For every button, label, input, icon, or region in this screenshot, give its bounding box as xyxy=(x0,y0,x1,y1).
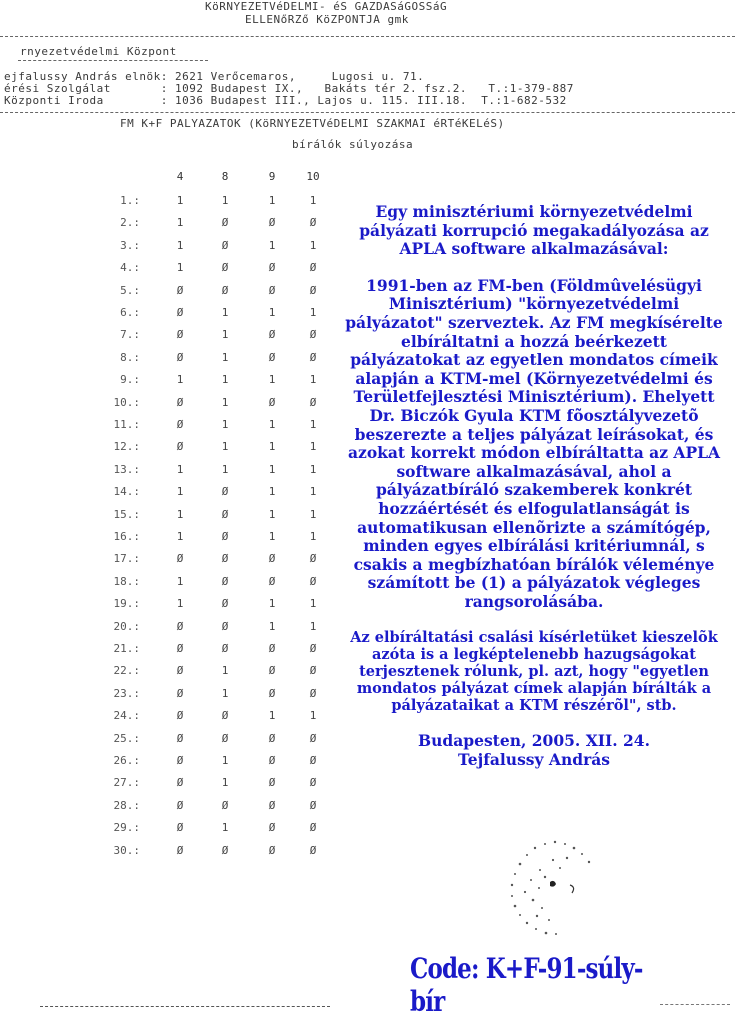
row-label: 27.: xyxy=(113,776,140,790)
table-row xyxy=(100,194,340,216)
company-name-line1: KöRNYEZETVéDELMI- éS GAZDASáGOSSáG xyxy=(205,0,448,13)
table-cell: 1 xyxy=(309,485,317,499)
table-cell: Ø xyxy=(221,731,229,745)
table-row xyxy=(100,396,340,418)
document-subtitle: bírálók súlyozása xyxy=(292,138,414,151)
table-cell: 1 xyxy=(221,194,229,207)
table-cell: 1 xyxy=(309,418,317,431)
table-cell: Ø xyxy=(221,642,229,655)
table-cell: 1 xyxy=(268,462,276,476)
table-cell: Ø xyxy=(268,686,276,700)
table-cell: Ø xyxy=(309,642,317,655)
table-cell: Ø xyxy=(309,328,317,342)
table-cell: Ø xyxy=(221,283,229,297)
table-cell: 1 xyxy=(176,216,184,230)
table-cell: Ø xyxy=(309,731,317,745)
table-cell: 1 xyxy=(221,686,229,700)
table-row xyxy=(100,418,340,440)
table-cell: 1 xyxy=(309,306,317,319)
table-cell: 1 xyxy=(176,194,184,207)
table-cell: 1 xyxy=(268,709,276,723)
row-label: 25.: xyxy=(113,731,140,745)
table-cell: Ø xyxy=(221,530,229,543)
table-cell: 1 xyxy=(268,507,276,521)
seal-stamp-icon xyxy=(495,830,615,950)
table-row xyxy=(100,642,340,664)
table-cell: 1 xyxy=(221,664,229,678)
table-row xyxy=(100,664,340,686)
table-cell: Ø xyxy=(309,216,317,230)
table-row xyxy=(100,306,340,328)
row-label: 4.: xyxy=(120,261,140,275)
table-cell: Ø xyxy=(309,574,317,588)
header-divider xyxy=(0,36,735,37)
row-label: 13.: xyxy=(113,462,140,476)
table-cell: Ø xyxy=(176,306,184,319)
table-cell: 1 xyxy=(309,238,317,252)
bottom-divider xyxy=(40,1006,330,1007)
table-cell: Ø xyxy=(268,350,276,364)
table-header xyxy=(100,170,340,186)
row-label: 8.: xyxy=(120,350,140,364)
table-cell: Ø xyxy=(268,664,276,678)
row-label: 28.: xyxy=(113,798,140,812)
table-cell: Ø xyxy=(309,350,317,364)
table-cell: Ø xyxy=(221,798,229,812)
table-row xyxy=(100,620,340,642)
notice-signature: Tejfalussy András xyxy=(457,750,611,770)
table-cell: 1 xyxy=(309,619,317,633)
table-cell: 1 xyxy=(309,194,317,207)
table-cell: Ø xyxy=(268,283,276,297)
table-row xyxy=(100,732,340,754)
table-row xyxy=(100,485,340,507)
table-row xyxy=(100,776,340,798)
contact-2: érési Szolgálat : 1092 Budapest IX., Bakáts tér 2. fsz.2. T.:1-379-887 xyxy=(4,82,574,95)
table-cell: 1 xyxy=(268,619,276,633)
notice-body: 1991-ben az FM-ben (Földmûvelésügyi Minisztérium) "környezetvédelmi pályázatot" szerveztek. Az FM megkísérelte elbíráltatni a hozzá beérkezett pályázatokat az egyetlen mondatos címeik alapján a KTM-mel (Környezetvédelmi és Területfejlesztési Minisztérium). Ehelyett Dr. Biczók Gyula KTM fõosztályvezetõ beszerezte a teljes pályázat leírásokat, és azokat korrekt módon elbíráltatta az APLA software alkalmazásával, ahol a pályázatbíráló szakemberek konkrét hozzáértését és elfogulatlanságát is automatikusan ellenõrizte a számítógép, minden egyes elbírálási kritériumnál, s csakis a megbízhatóan bírálók véleménye számított be (1) a pályázatok végleges rangsorolásába. xyxy=(345,275,723,611)
table-cell: Ø xyxy=(176,843,184,857)
table-cell: Ø xyxy=(309,686,317,700)
table-cell: Ø xyxy=(221,709,229,723)
table-cell: Ø xyxy=(309,843,317,857)
table-row xyxy=(100,844,340,866)
row-label: 19.: xyxy=(113,597,140,611)
table-row xyxy=(100,440,340,462)
table-cell: Ø xyxy=(268,798,276,812)
table-cell: 1 xyxy=(176,261,184,275)
row-label: 30.: xyxy=(113,843,140,857)
table-row xyxy=(100,508,340,530)
contact-3: Központi Iroda : 1036 Budapest III., Lajos u. 115. III.18. T.:1-682-532 xyxy=(4,94,567,107)
table-cell: 1 xyxy=(221,328,229,342)
table-cell: Ø xyxy=(309,821,317,835)
table-row xyxy=(100,351,340,373)
table-cell: 1 xyxy=(309,373,317,387)
row-label: 16.: xyxy=(113,530,140,543)
code-label: Code: K+F-91-súly-bír xyxy=(410,952,643,1018)
table-cell: Ø xyxy=(221,507,229,521)
table-cell: 1 xyxy=(176,530,184,543)
table-cell: Ø xyxy=(268,821,276,835)
column-header: 9 xyxy=(268,170,276,183)
table-cell: Ø xyxy=(176,709,184,723)
table-cell: 1 xyxy=(309,530,317,543)
table-cell: Ø xyxy=(221,574,229,588)
table-cell: 1 xyxy=(176,485,184,499)
bottom-divider-right xyxy=(660,1004,730,1005)
row-label: 9.: xyxy=(120,373,140,387)
row-label: 5.: xyxy=(120,283,140,297)
row-label: 3.: xyxy=(120,238,140,252)
table-cell: 1 xyxy=(221,350,229,364)
column-header: 4 xyxy=(176,170,184,183)
table-cell: Ø xyxy=(176,619,184,633)
row-label: 23.: xyxy=(113,686,140,700)
table-row xyxy=(100,754,340,776)
table-cell: Ø xyxy=(176,642,184,655)
table-cell: 1 xyxy=(309,507,317,521)
row-label: 18.: xyxy=(113,574,140,588)
table-cell: Ø xyxy=(268,552,276,566)
row-label: 26.: xyxy=(113,754,140,767)
table-cell: Ø xyxy=(176,328,184,342)
row-label: 21.: xyxy=(113,642,140,655)
table-cell: 1 xyxy=(268,418,276,431)
row-label: 14.: xyxy=(113,485,140,499)
row-label: 17.: xyxy=(113,552,140,566)
table-cell: 1 xyxy=(176,597,184,611)
table-cell: 1 xyxy=(221,440,229,454)
table-row xyxy=(100,261,340,283)
table-row xyxy=(100,328,340,350)
column-header: 8 xyxy=(221,170,229,183)
table-cell: 1 xyxy=(268,485,276,499)
table-cell: Ø xyxy=(176,686,184,700)
table-cell: 1 xyxy=(268,530,276,543)
row-label: 20.: xyxy=(113,619,140,633)
row-label: 6.: xyxy=(120,306,140,319)
table-cell: Ø xyxy=(268,328,276,342)
table-cell: 1 xyxy=(268,373,276,387)
table-cell: Ø xyxy=(176,821,184,835)
table-row xyxy=(100,687,340,709)
table-cell: Ø xyxy=(221,238,229,252)
row-label: 22.: xyxy=(113,664,140,678)
table-cell: Ø xyxy=(309,664,317,678)
notice-place-date: Budapesten, 2005. XII. 24. xyxy=(418,731,650,751)
table-cell: 1 xyxy=(221,306,229,319)
table-cell: 1 xyxy=(221,395,229,409)
table-cell: Ø xyxy=(268,843,276,857)
table-cell: 1 xyxy=(176,373,184,387)
table-cell: 1 xyxy=(176,507,184,521)
table-cell: Ø xyxy=(221,261,229,275)
table-cell: 1 xyxy=(221,373,229,387)
table-cell: 1 xyxy=(268,440,276,454)
table-row xyxy=(100,373,340,395)
table-cell: 1 xyxy=(309,597,317,611)
document-title: FM K+F PALYAZATOK (KöRNYEZETVéDELMI SZAKMAI éRTéKELéS) xyxy=(120,117,505,130)
row-label: 29.: xyxy=(113,821,140,835)
table-row xyxy=(100,597,340,619)
table-cell: Ø xyxy=(176,776,184,790)
table-cell: Ø xyxy=(176,418,184,431)
table-cell: 1 xyxy=(268,238,276,252)
table-row xyxy=(100,821,340,843)
table-cell: Ø xyxy=(268,574,276,588)
section-name: rnyezetvédelmi Központ xyxy=(20,45,177,58)
table-row xyxy=(100,239,340,261)
table-cell: 1 xyxy=(221,821,229,835)
table-cell: 1 xyxy=(176,574,184,588)
table-cell: Ø xyxy=(176,798,184,812)
column-header: 10 xyxy=(306,170,320,183)
table-cell: Ø xyxy=(176,395,184,409)
table-row xyxy=(100,799,340,821)
table-cell: Ø xyxy=(268,776,276,790)
table-cell: 1 xyxy=(268,597,276,611)
table-cell: Ø xyxy=(221,485,229,499)
table-cell: Ø xyxy=(221,216,229,230)
row-label: 10.: xyxy=(113,395,140,409)
table-cell: 1 xyxy=(221,418,229,431)
table-cell: Ø xyxy=(176,350,184,364)
table-cell: Ø xyxy=(176,731,184,745)
table-cell: Ø xyxy=(268,642,276,655)
table-cell: Ø xyxy=(268,216,276,230)
row-label: 12.: xyxy=(113,440,140,454)
table-cell: 1 xyxy=(221,462,229,476)
table-cell: Ø xyxy=(309,283,317,297)
contact-1: ejfalussy András elnök: 2621 Verőcemaros, Lugosi u. 71. xyxy=(4,70,425,83)
table-cell: 1 xyxy=(221,776,229,790)
table-cell: Ø xyxy=(309,395,317,409)
notice-text xyxy=(345,203,723,770)
table-cell: Ø xyxy=(176,283,184,297)
table-row xyxy=(100,552,340,574)
table-cell: Ø xyxy=(268,731,276,745)
company-name-line2: ELLENőRZő KöZPONTJA gmk xyxy=(245,13,409,26)
table-cell: Ø xyxy=(221,552,229,566)
table-row xyxy=(100,216,340,238)
table-cell: 1 xyxy=(176,238,184,252)
table-cell: Ø xyxy=(309,754,317,767)
row-label: 1.: xyxy=(120,194,140,207)
table-cell: Ø xyxy=(309,261,317,275)
table-cell: Ø xyxy=(176,664,184,678)
notice-followup: Az elbíráltatási csalási kísérletüket kieszelõk azóta is a legképtelenebb hazugságokat terjesztenek rólunk, pl. azt, hogy "egyetlen mondatos pályázat címek alapján bírálták a pályázataikat a KTM részérõl", stb. xyxy=(350,629,718,715)
contacts-divider xyxy=(0,112,735,113)
table-cell: 1 xyxy=(309,462,317,476)
table-row xyxy=(100,463,340,485)
table-cell: Ø xyxy=(176,754,184,767)
table-cell: Ø xyxy=(221,843,229,857)
table-row xyxy=(100,530,340,552)
table-cell: Ø xyxy=(309,776,317,790)
notice-heading: Egy minisztériumi környezetvédelmi pályázati korrupció megakadályozása az APLA software alkalmazásával: xyxy=(359,202,709,259)
table-cell: Ø xyxy=(268,754,276,767)
table-cell: 1 xyxy=(268,306,276,319)
section-underline xyxy=(18,60,208,61)
table-cell: Ø xyxy=(268,395,276,409)
table-cell: Ø xyxy=(309,798,317,812)
table-cell: Ø xyxy=(268,261,276,275)
table-cell: 1 xyxy=(309,709,317,723)
table-cell: Ø xyxy=(309,552,317,566)
row-label: 7.: xyxy=(120,328,140,342)
row-label: 2.: xyxy=(120,216,140,230)
table-cell: Ø xyxy=(176,440,184,454)
table-cell: Ø xyxy=(221,619,229,633)
row-label: 15.: xyxy=(113,507,140,521)
table-row xyxy=(100,575,340,597)
table-cell: 1 xyxy=(309,440,317,454)
table-cell: 1 xyxy=(221,754,229,767)
row-label: 11.: xyxy=(113,418,140,431)
table-row xyxy=(100,284,340,306)
table-row xyxy=(100,709,340,731)
table-cell: Ø xyxy=(221,597,229,611)
row-label: 24.: xyxy=(113,709,140,723)
table-cell: 1 xyxy=(176,462,184,476)
table-cell: 1 xyxy=(268,194,276,207)
table-cell: Ø xyxy=(176,552,184,566)
